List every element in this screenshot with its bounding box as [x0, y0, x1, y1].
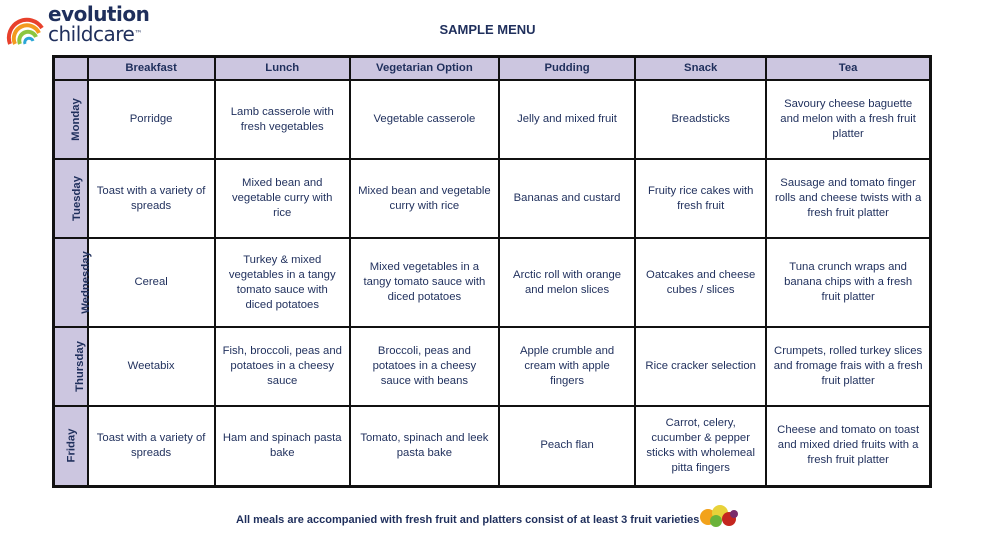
header-cell-breakfast: Breakfast: [88, 57, 215, 81]
header-cell-corner: [54, 57, 88, 81]
header-cell-snack: Snack: [635, 57, 766, 81]
table-cell: Oatcakes and cheese cubes / slices: [635, 238, 766, 327]
day-label: Tuesday: [54, 159, 88, 238]
table-cell: Turkey & mixed vegetables in a tangy tomato sauce with diced potatoes: [215, 238, 350, 327]
table-cell: Cereal: [88, 238, 215, 327]
page-title: SAMPLE MENU: [439, 22, 536, 37]
table-cell: Tuna crunch wraps and banana chips with a fresh fruit platter: [766, 238, 930, 327]
table-cell: Jelly and mixed fruit: [499, 80, 635, 159]
table-cell: Toast with a variety of spreads: [88, 406, 215, 486]
table-cell: Weetabix: [88, 327, 215, 406]
table-row: [54, 327, 931, 406]
header-cell-tea: Tea: [766, 57, 930, 81]
day-label: Friday: [54, 406, 88, 486]
table-row: [54, 159, 931, 238]
table-cell: Carrot, celery, cucumber & pepper sticks with wholemeal pitta fingers: [635, 406, 766, 486]
header-row: [54, 57, 931, 81]
logo-trademark: ™: [134, 29, 142, 38]
table-cell: Fish, broccoli, peas and potatoes in a cheesy sauce: [215, 327, 350, 406]
table-cell: Porridge: [88, 80, 215, 159]
logo-line2: childcare: [48, 22, 135, 46]
header-cell-pudding: Pudding: [499, 57, 635, 81]
day-label: Thursday: [54, 327, 88, 406]
logo-line1: evolution: [48, 2, 150, 26]
table-cell: Tomato, spinach and leek pasta bake: [350, 406, 499, 486]
table-cell: Breadsticks: [635, 80, 766, 159]
table-cell: Savoury cheese baguette and melon with a fresh fruit platter: [766, 80, 930, 159]
day-label: Monday: [54, 80, 88, 159]
table-cell: Rice cracker selection: [635, 327, 766, 406]
fruit-icon: [698, 502, 740, 528]
menu-table: [52, 55, 932, 488]
table-cell: Peach flan: [499, 406, 635, 486]
table-cell: Mixed bean and vegetable curry with rice: [215, 159, 350, 238]
table-cell: Crumpets, rolled turkey slices and fromage frais with a fresh fruit platter: [766, 327, 930, 406]
table-cell: Fruity rice cakes with fresh fruit: [635, 159, 766, 238]
header-cell-vegetarian: Vegetarian Option: [350, 57, 499, 81]
table-cell: Lamb casserole with fresh vegetables: [215, 80, 350, 159]
day-label: Wednesday: [54, 238, 88, 327]
table-row: [54, 406, 931, 486]
table-cell: Cheese and tomato on toast and mixed dried fruits with a fresh fruit platter: [766, 406, 930, 486]
table-cell: Apple crumble and cream with apple fingers: [499, 327, 635, 406]
table-row: [54, 80, 931, 159]
table-row: [54, 238, 931, 327]
table-cell: Mixed bean and vegetable curry with rice: [350, 159, 499, 238]
table-cell: Arctic roll with orange and melon slices: [499, 238, 635, 327]
table-cell: Broccoli, peas and potatoes in a cheesy sauce with beans: [350, 327, 499, 406]
header-cell-lunch: Lunch: [215, 57, 350, 81]
table-cell: Mixed vegetables in a tangy tomato sauce with diced potatoes: [350, 238, 499, 327]
footer-note: All meals are accompanied with fresh fruit and platters consist of at least 3 fruit varieties: [236, 514, 700, 526]
table-cell: Bananas and custard: [499, 159, 635, 238]
table-cell: Ham and spinach pasta bake: [215, 406, 350, 486]
table-cell: Sausage and tomato finger rolls and cheese twists with a fresh fruit platter: [766, 159, 930, 238]
table-cell: Toast with a variety of spreads: [88, 159, 215, 238]
table-cell: Vegetable casserole: [350, 80, 499, 159]
